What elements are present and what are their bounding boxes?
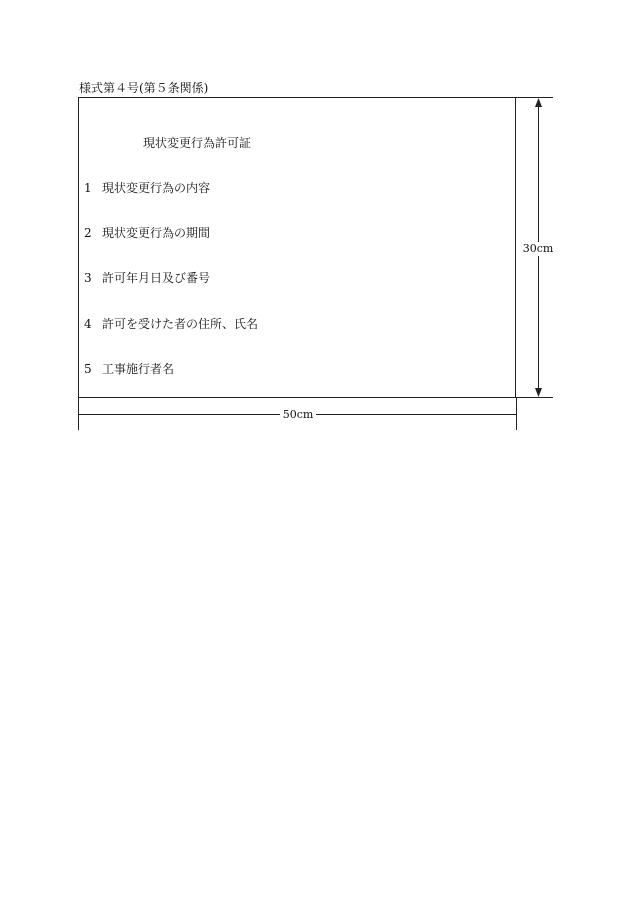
- item-label: 許可年月日及び番号: [102, 271, 211, 285]
- item-number: 2: [84, 226, 92, 240]
- form-label: 様式第４号(第５条関係): [79, 81, 209, 95]
- item-label: 現状変更行為の期間: [102, 226, 211, 240]
- item-number: 5: [84, 362, 92, 376]
- item-number: 3: [84, 271, 92, 285]
- sign-title: 現状変更行為許可証: [143, 136, 252, 150]
- arrow-down-icon: [535, 388, 542, 397]
- width-dimension-label: 50cm: [280, 408, 316, 422]
- arrow-up-icon: [535, 98, 542, 107]
- item-label: 許可を受けた者の住所、氏名: [102, 317, 259, 331]
- item-label: 現状変更行為の内容: [102, 181, 211, 195]
- item-label: 工事施行者名: [102, 362, 175, 376]
- item-number: 4: [84, 317, 92, 331]
- item-number: 1: [84, 181, 92, 195]
- height-dimension-label: 30cm: [518, 242, 558, 256]
